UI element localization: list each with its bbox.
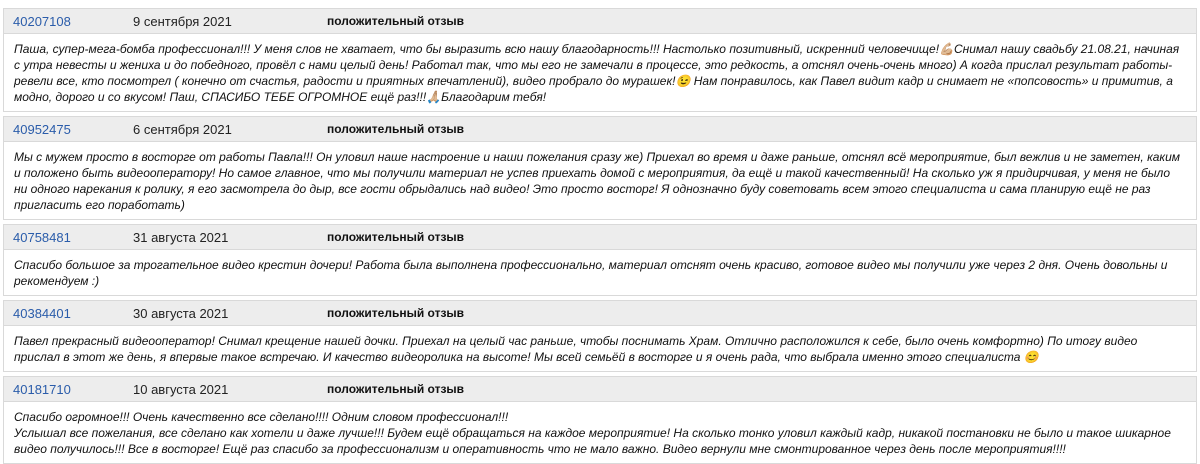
review-card <box>3 116 1197 220</box>
review-text <box>14 409 1186 457</box>
review-paragraph: Услышал все пожелания, все сделано как хотели и даже лучше!!! Будем ещё обращаться на каждое мероприятие! На сколько тонко уловил каждый кадр, никакой постановки не было и такое шикарное видео получилось!!! Все в восторге! Ещё раз спасибо за профессионализм и оперативность что не мало важно. Видео вернули мне смонтированное через день после мероприятия!!!! <box>14 426 1171 456</box>
review-header <box>4 117 1196 142</box>
review-text <box>14 149 1186 213</box>
review-paragraph: Павел прекрасный видеооператор! Снимал крещение нашей дочки. Приехал на целый час раньше, чтобы поснимать Храм. Отлично расположился к себе, было очень комфортно) По итогу видео прислал в этот же день, я впервые такое встречаю. И качество видеоролика на высоте! Мы всей семьёй в восторге и я очень рада, что выбрала именно этого специалиста 😊 <box>14 334 1138 364</box>
review-id-link[interactable]: 40181710 <box>13 381 71 397</box>
review-date: 31 августа 2021 <box>133 229 229 245</box>
review-type: положительный отзыв <box>327 122 465 136</box>
review-type: положительный отзыв <box>327 14 465 28</box>
review-body <box>4 326 1196 371</box>
review-text <box>14 41 1186 105</box>
review-body <box>4 250 1196 295</box>
review-date: 9 сентября 2021 <box>133 13 232 29</box>
review-card <box>3 224 1197 296</box>
review-paragraph: Паша, супер-мега-бомба профессионал!!! У меня слов не хватает, что бы выразить всю нашу благодарность!!! Настолько позитивный, искренний человечище!💪🏼Снимал нашу свадьбу 21.08.21, начиная с утра невесты и жениха и до победного, провёл с нами целый день! Работал так, что мы его не замечали в процессе, это редкость, а отснял очень-очень много) А когда прислал результат работы- ревели все, кто посмотрел ( конечно от счастья, радости и приятных впечатлений), видео пробрало до мурашек!😉 Нам понравилось, как Павел видит кадр и снимает не «попсовость» и примитив, а модно, дорого и со вкусом! Паш, СПАСИБО ТЕБЕ ОГРОМНОЕ ещё раз!!!🙏🏼Благодарим тебя! <box>14 42 1180 104</box>
review-type: положительный отзыв <box>327 306 465 320</box>
review-paragraph: Спасибо огромное!!! Очень качественно все сделано!!!! Одним словом профессионал!!! <box>14 410 509 424</box>
review-paragraph: Мы с мужем просто в восторге от работы Павла!!! Он уловил наше настроение и наши пожелания сразу же) Приехал во время и даже раньше, отснял всё мероприятие, был вежлив и не заметен, каким и положено быть видеооператору! Но самое главное, что мы получили материал не успев приехать домой с мероприятия, да ещё и такой качественный! На сколько уж я придирчивая, у меня не было ни одного нарекания к ролику, я его засмотрела до дыр, все гости обрыдались над видео! Это просто восторг! Я однозначно буду советовать всем этого специалиста и сама планирую ещё не раз пригласить его поработать) <box>14 150 1180 212</box>
review-type: положительный отзыв <box>327 382 465 396</box>
review-type: положительный отзыв <box>327 230 465 244</box>
review-card <box>3 8 1197 112</box>
review-header <box>4 9 1196 34</box>
review-text <box>14 333 1186 365</box>
reviews-list <box>3 8 1197 464</box>
review-date: 10 августа 2021 <box>133 381 229 397</box>
review-body <box>4 34 1196 111</box>
review-header <box>4 377 1196 402</box>
review-card <box>3 300 1197 372</box>
review-header <box>4 301 1196 326</box>
review-date: 6 сентября 2021 <box>133 121 232 137</box>
review-id-link[interactable]: 40952475 <box>13 121 71 137</box>
review-id-link[interactable]: 40758481 <box>13 229 71 245</box>
review-body <box>4 142 1196 219</box>
review-header <box>4 225 1196 250</box>
review-id-link[interactable]: 40207108 <box>13 13 71 29</box>
review-text <box>14 257 1186 289</box>
review-card <box>3 376 1197 464</box>
review-paragraph: Спасибо большое за трогательное видео крестин дочери! Работа была выполнена профессионально, материал отснят очень красиво, готовое видео мы получили уже через 2 дня. Очень довольны и рекомендуем :) <box>14 258 1168 288</box>
review-id-link[interactable]: 40384401 <box>13 305 71 321</box>
review-body <box>4 402 1196 463</box>
review-date: 30 августа 2021 <box>133 305 229 321</box>
